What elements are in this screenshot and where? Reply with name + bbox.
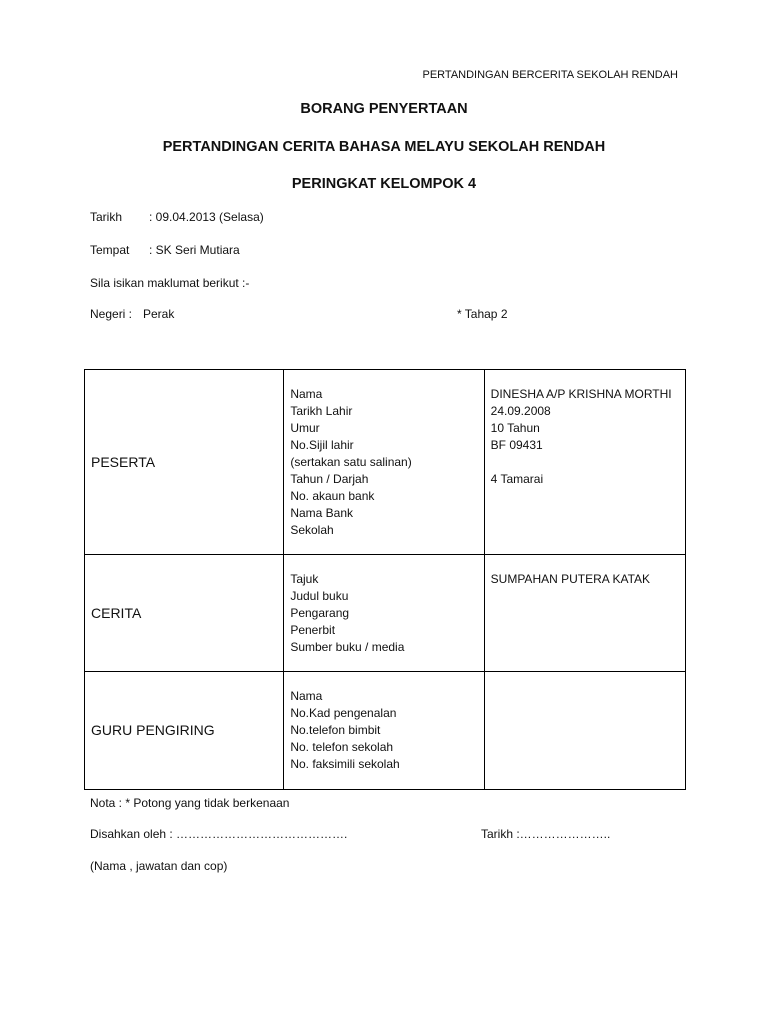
peserta-field: Tahun / Darjah xyxy=(290,472,369,486)
peserta-value xyxy=(491,522,679,539)
peserta-value: 10 Tahun xyxy=(490,421,540,435)
entry-form-table xyxy=(84,369,686,790)
cerita-field: Tajuk xyxy=(290,572,319,586)
tempat-label: Tempat xyxy=(90,243,130,257)
tarikh-signature-line: Tarikh :………………….. xyxy=(481,827,611,841)
cerita-field: Penerbit xyxy=(290,623,336,637)
peserta-value: 4 Tamarai xyxy=(490,472,544,486)
guru-row xyxy=(85,672,686,790)
peserta-field: Nama xyxy=(290,387,323,401)
disahkan-line: Disahkan oleh : ……………………………………. xyxy=(90,827,348,841)
peserta-value xyxy=(491,505,679,522)
cerita-fields xyxy=(284,555,484,672)
cerita-value: SUMPAHAN PUTERA KATAK xyxy=(490,572,651,586)
peserta-field: (sertakan satu salinan) xyxy=(290,455,412,469)
guru-fields xyxy=(284,672,484,790)
peserta-field: Sekolah xyxy=(290,523,334,537)
tahap-text: * Tahap 2 xyxy=(457,307,508,321)
cerita-field: Judul buku xyxy=(290,589,349,603)
peserta-value: BF 09431 xyxy=(490,438,543,452)
negeri-label: Negeri : xyxy=(90,307,133,321)
cerita-value xyxy=(491,588,679,605)
peserta-values xyxy=(484,370,685,555)
negeri-line xyxy=(90,307,174,321)
guru-field: No. faksimili sekolah xyxy=(290,757,400,771)
guru-values xyxy=(484,672,685,790)
peserta-value xyxy=(491,454,679,471)
cerita-value xyxy=(491,639,679,656)
negeri-value: Perak xyxy=(143,307,175,321)
peserta-field: Nama Bank xyxy=(290,506,354,520)
cerita-section-label: CERITA xyxy=(85,555,284,672)
tarikh-line xyxy=(90,210,264,224)
tempat-value: : SK Seri Mutiara xyxy=(149,243,240,257)
cerita-value xyxy=(491,622,679,639)
tempat-line xyxy=(90,243,240,257)
guru-field: No. telefon sekolah xyxy=(290,740,394,754)
instruction-text: Sila isikan maklumat berikut :- xyxy=(90,276,250,290)
tarikh-value: : 09.04.2013 (Selasa) xyxy=(149,210,264,224)
peserta-value: DINESHA A/P KRISHNA MORTHI xyxy=(490,387,672,401)
peserta-section-label: PESERTA xyxy=(85,370,284,555)
cerita-field: Pengarang xyxy=(290,606,350,620)
tarikh-label: Tarikh xyxy=(90,210,123,224)
cerita-field: Sumber buku / media xyxy=(290,640,405,654)
header-note: PERTANDINGAN BERCERITA SEKOLAH RENDAH xyxy=(422,69,678,81)
peserta-field: Tarikh Lahir xyxy=(290,404,353,418)
nama-cop-text: (Nama , jawatan dan cop) xyxy=(90,859,228,873)
peserta-field: No.Sijil lahir xyxy=(290,438,354,452)
guru-section-label: GURU PENGIRING xyxy=(85,672,284,790)
level-title: PERINGKAT KELOMPOK 4 xyxy=(291,176,477,192)
guru-field: Nama xyxy=(290,689,323,703)
guru-field: No.Kad pengenalan xyxy=(290,706,397,720)
competition-title: PERTANDINGAN CERITA BAHASA MELAYU SEKOLAH RENDAH xyxy=(162,139,606,155)
cerita-values xyxy=(484,555,685,672)
cerita-row xyxy=(85,555,686,672)
cerita-value xyxy=(491,605,679,622)
peserta-fields xyxy=(284,370,484,555)
peserta-field: Umur xyxy=(290,421,320,435)
form-title: BORANG PENYERTAAN xyxy=(300,101,468,117)
peserta-field: No. akaun bank xyxy=(290,489,375,503)
guru-field: No.telefon bimbit xyxy=(290,723,381,737)
peserta-row xyxy=(85,370,686,555)
peserta-value: 24.09.2008 xyxy=(490,404,551,418)
nota-text: Nota : * Potong yang tidak berkenaan xyxy=(90,796,290,810)
peserta-value xyxy=(491,488,679,505)
